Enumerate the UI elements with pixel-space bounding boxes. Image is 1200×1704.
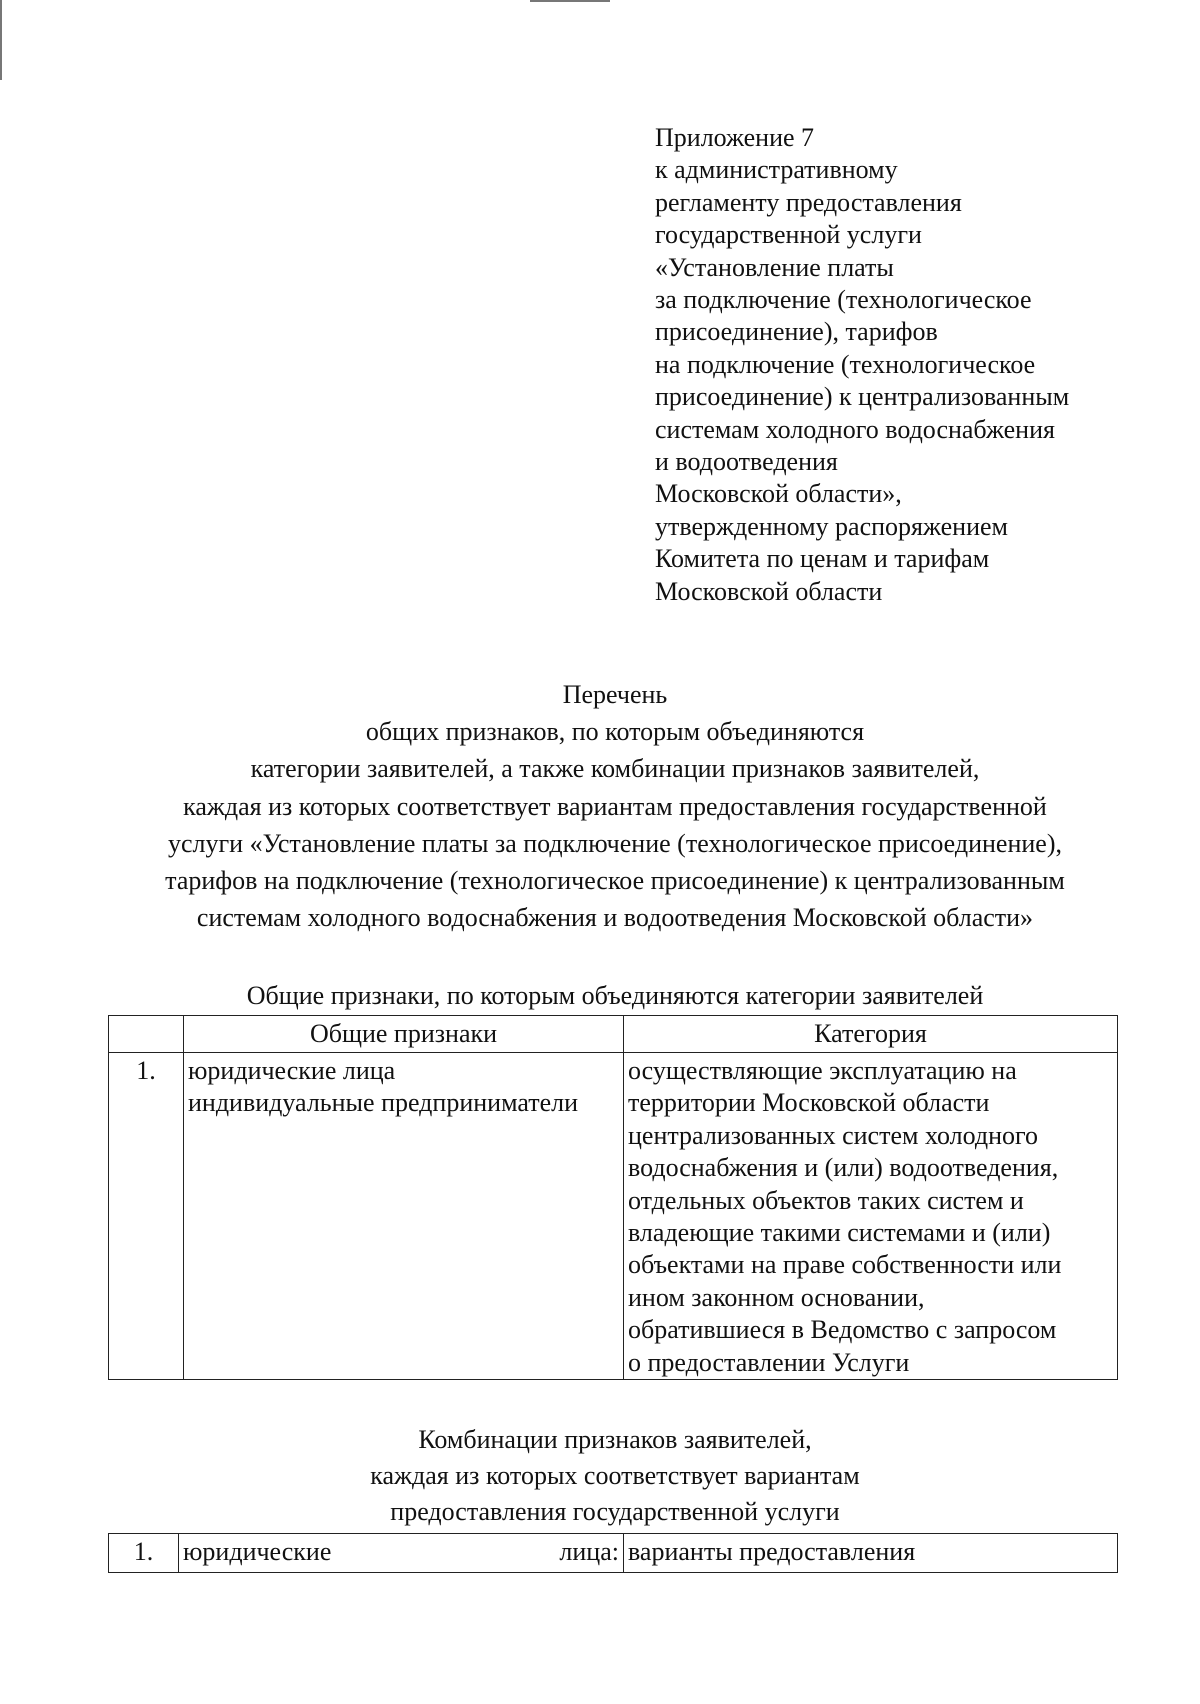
category-line: о предоставлении Услуги — [628, 1347, 910, 1377]
appendix-line: за подключение (технологическое — [655, 285, 1032, 315]
appendix-line: и водоотведения — [655, 447, 838, 477]
header-features-cell: Общие признаки — [184, 1016, 624, 1053]
combination-word: лица: — [559, 1537, 619, 1566]
title-line: системам холодного водоснабжения и водоотведения Московской области» — [196, 903, 1034, 933]
appendix-line: на подключение (технологическое — [655, 349, 1036, 379]
title-line: тарифов на подключение (технологическое присоединение) к централизованным — [165, 866, 1065, 896]
appendix-line: Московской области — [655, 576, 883, 606]
appendix-line: присоединение) к централизованным — [655, 382, 1070, 412]
scan-top-mark — [530, 0, 610, 2]
title-line: категории заявителей, а также комбинации признаков заявителей, — [250, 754, 980, 784]
table-row — [109, 1534, 1118, 1573]
category-line: территории Московской области — [628, 1088, 990, 1118]
appendix-line: присоединение), тарифов — [655, 317, 938, 347]
appendix-line: Комитета по ценам и тарифам — [655, 544, 990, 574]
table-row — [109, 1053, 1118, 1380]
appendix-line: системам холодного водоснабжения — [655, 414, 1055, 444]
category-line: централизованных систем холодного — [628, 1120, 1038, 1150]
table1-caption: Общие признаки, по которым объединяются категории заявителей — [246, 981, 984, 1010]
category-line: водоснабжения и (или) водоотведения, — [628, 1153, 1059, 1183]
category-line: владеющие такими системами и (или) — [628, 1218, 1051, 1248]
header-number-cell — [109, 1016, 184, 1053]
table-header-row — [109, 1016, 1118, 1053]
section2-heading-line: Комбинации признаков заявителей, — [418, 1425, 812, 1454]
header-category-cell: Категория — [624, 1016, 1118, 1053]
feature-line: юридические лица — [188, 1056, 396, 1085]
feature-combinations-table — [108, 1533, 1118, 1573]
row-number: 1. — [109, 1534, 179, 1573]
appendix-line: утвержденному распоряжением — [655, 511, 1008, 541]
title-line: каждая из которых соответствует вариантам предоставления государственной — [183, 791, 1047, 821]
appendix-line: Приложение 7 — [655, 123, 815, 152]
feature-line: индивидуальные предприниматели — [188, 1088, 578, 1118]
combination-word: юридические — [183, 1537, 332, 1566]
row-number: 1. — [109, 1053, 184, 1380]
title-line: Перечень — [562, 680, 668, 709]
appendix-line: «Установление платы — [655, 252, 894, 282]
category-line: отдельных объектов таких систем и — [628, 1185, 1024, 1215]
combination-cell — [179, 1534, 624, 1573]
category-cell — [624, 1053, 1118, 1380]
category-line: объектами на праве собственности или — [628, 1250, 1062, 1280]
variants-cell: варианты предоставления — [624, 1534, 1118, 1573]
appendix-header — [655, 122, 1175, 608]
title-line: общих признаков, по которым объединяются — [365, 717, 865, 747]
appendix-line: государственной услуги — [655, 220, 922, 250]
category-line: ином законном основании, — [628, 1282, 925, 1312]
section2-heading-line: предоставления государственной услуги — [390, 1497, 840, 1526]
appendix-line: Московской области», — [655, 479, 902, 509]
features-cell — [184, 1053, 624, 1380]
title-line: услуги «Установление платы за подключение (технологическое присоединение), — [167, 828, 1062, 858]
document-title — [40, 676, 1190, 936]
category-line: осуществляющие эксплуатацию на — [628, 1056, 1017, 1085]
appendix-line: регламенту предоставления — [655, 187, 962, 217]
scan-edge-mark — [0, 0, 2, 80]
section2-heading-line: каждая из которых соответствует вариантам — [370, 1461, 860, 1490]
common-features-table — [108, 1015, 1118, 1380]
appendix-line: к административному — [655, 155, 898, 185]
category-line: обратившиеся в Ведомство с запросом — [628, 1315, 1057, 1345]
